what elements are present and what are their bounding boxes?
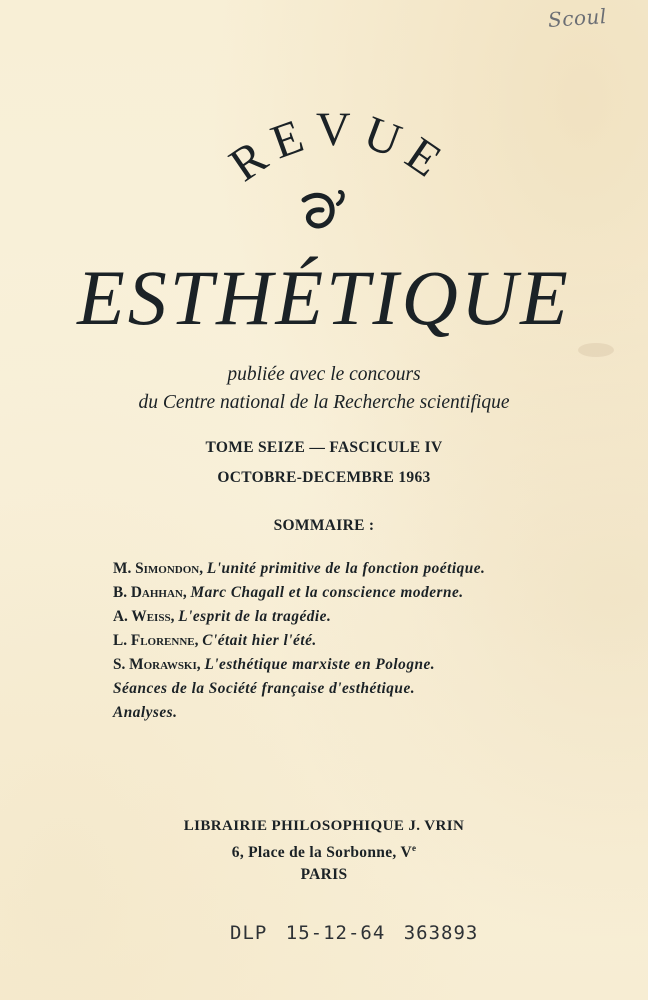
toc-author: M. Simondon, bbox=[113, 560, 204, 577]
handwritten-note: Scoul bbox=[547, 3, 608, 33]
subtitle-line-2: du Centre national de la Recherche scientifique bbox=[138, 392, 510, 413]
toc-work: Séances de la Société française d'esthétique. bbox=[113, 680, 416, 697]
toc-author: B. Dahhan, bbox=[113, 584, 187, 601]
publisher-city: PARIS bbox=[300, 866, 348, 883]
table-of-contents bbox=[113, 557, 553, 725]
contents-heading: SOMMAIRE : bbox=[273, 517, 375, 534]
toc-entry bbox=[113, 653, 553, 677]
title-esthetique: ESTHÉTIQUE bbox=[77, 254, 571, 341]
toc-author: A. Weiss, bbox=[113, 608, 175, 625]
toc-entry bbox=[113, 629, 553, 653]
address-text: 6, Place de la Sorbonne, V bbox=[231, 844, 412, 862]
toc-entry bbox=[113, 605, 553, 629]
toc-work: L'unité primitive de la fonction poétique. bbox=[206, 560, 486, 577]
toc-work: C'était hier l'été. bbox=[202, 632, 317, 649]
title-revue: REVUE bbox=[220, 102, 459, 194]
toc-work: Analyses. bbox=[113, 704, 178, 721]
toc-author: S. Morawski, bbox=[113, 656, 201, 673]
toc-entry bbox=[113, 557, 553, 581]
toc-author: L. Florenne, bbox=[113, 632, 199, 649]
publisher-address bbox=[0, 843, 648, 862]
toc-work: L'esprit de la tragédie. bbox=[178, 608, 332, 625]
svg-text:REVUE bbox=[220, 103, 459, 193]
subtitle-line-1: publiée avec le concours bbox=[227, 364, 421, 385]
toc-entry bbox=[113, 581, 553, 605]
paper-stain bbox=[578, 343, 614, 357]
toc-entry bbox=[113, 677, 553, 701]
address-superscript: e bbox=[411, 843, 417, 853]
issue-period: OCTOBRE-DECEMBRE 1963 bbox=[217, 469, 431, 486]
toc-entry bbox=[113, 701, 553, 725]
legal-deposit-stamp: DLP 15-12-64 363893 bbox=[230, 922, 479, 944]
toc-work: Marc Chagall et la conscience moderne. bbox=[190, 584, 464, 601]
de-glyph-icon bbox=[294, 186, 354, 236]
publisher-name: LIBRAIRIE PHILOSOPHIQUE J. VRIN bbox=[183, 818, 465, 834]
toc-work: L'esthétique marxiste en Pologne. bbox=[204, 656, 436, 673]
title-de bbox=[0, 186, 648, 244]
volume-info: TOME SEIZE — FASCICULE IV bbox=[205, 439, 443, 456]
